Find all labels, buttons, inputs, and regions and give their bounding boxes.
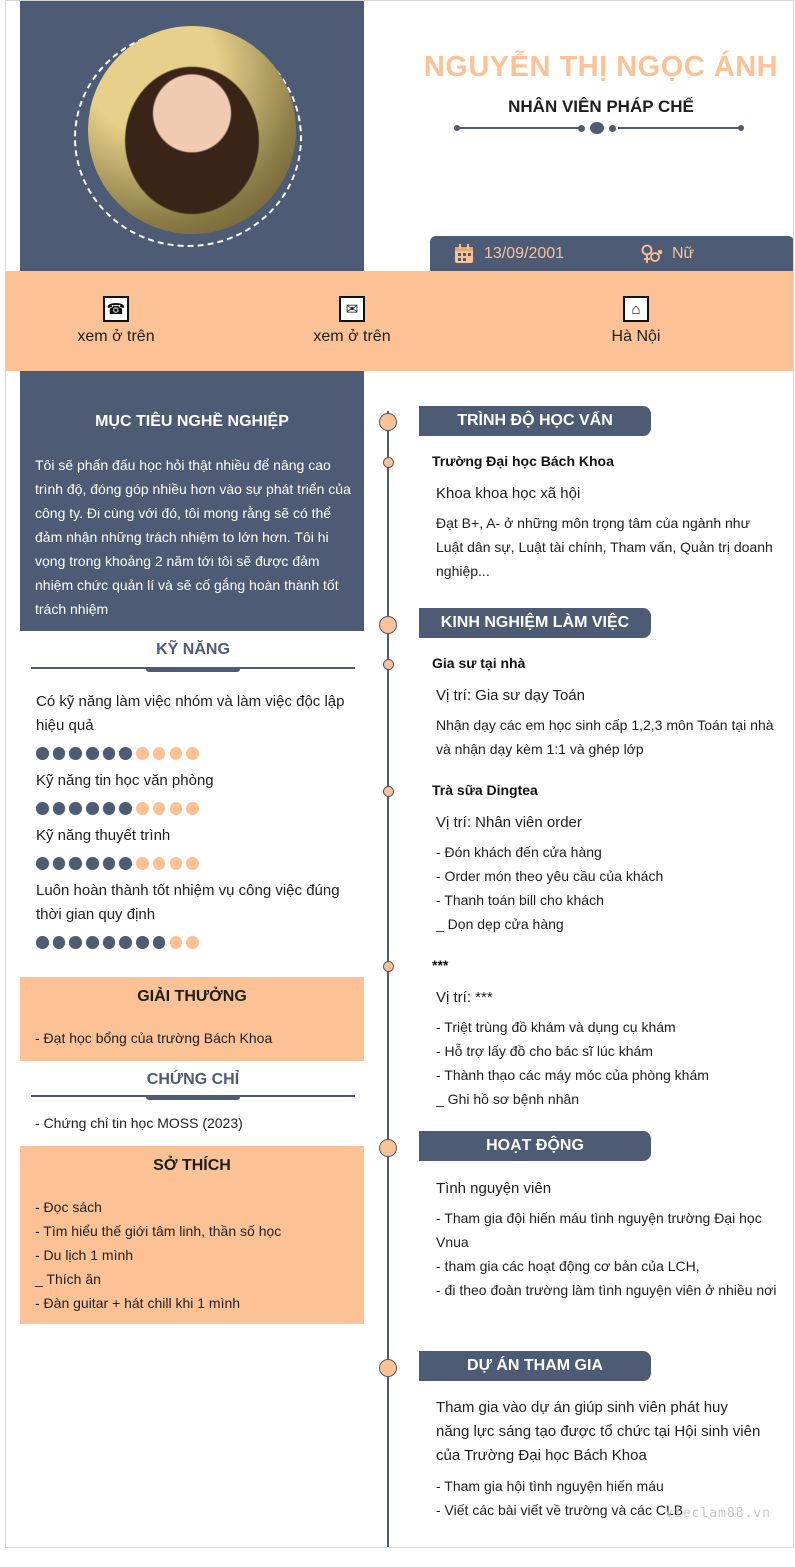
rating-dot-filled [86,857,99,870]
hobby-item: - Du lịch 1 mình [35,1247,134,1263]
rating-dot-empty [170,857,183,870]
objective-line: vọng trong khoảng 2 năm tới tôi sẽ được đảm [35,553,320,569]
rating-dot-empty [170,747,183,760]
job-title: NHÂN VIÊN PHÁP CHẾ [508,97,694,116]
rating-dot-filled [103,857,116,870]
skill-line: Kỹ năng tin học văn phòng [36,772,214,789]
timeline-subnode [383,659,394,670]
ornament-dot [609,125,616,132]
skill-rating [36,747,199,761]
education-line: nghiệp... [436,563,490,579]
job-details [436,713,786,761]
job-line: - Triệt trùng đồ khám và dụng cụ khám [436,1019,676,1035]
skill-name [36,690,356,738]
job-line: - Thành thạo các máy móc của phòng khám [436,1067,709,1083]
job-line: Nhận dạy các em học sinh cấp 1,2,3 môn Toán tại nhà [436,717,774,733]
job-position: Vị trí: Gia sư dạy Toán [436,687,585,704]
timeline-subnode [383,961,394,972]
activity-line: - đi theo đoàn trường làm tình nguyện viên ở nhiều nơi [436,1282,777,1298]
watermark: vieclam88.vn [665,1506,771,1521]
awards-title: GIẢI THƯỞNG [137,988,247,1005]
job-line: _ Dọn dẹp cửa hàng [436,916,564,932]
rating-dot-filled [136,936,149,949]
hobby-item: - Đọc sách [35,1199,102,1215]
project-intro-line: năng lực sáng tạo được tổ chức tại Hội sinh viên [436,1423,761,1440]
timeline-subnode [383,786,394,797]
skill-rating [36,857,199,871]
rating-dot-empty [186,802,199,815]
job-line: _ Ghi hồ sơ bệnh nhân [436,1091,580,1107]
project-intro [436,1396,786,1468]
job-line: - Hỗ trợ lấy đồ cho bác sĩ lúc khám [436,1043,653,1059]
objective-line: trách nhiệm [35,601,109,617]
hobby-item: - Đàn guitar + hát chill khi 1 mình [35,1295,241,1311]
experience-banner: KINH NGHIỆM LÀM VIỆC [419,608,651,638]
job-line: - Đón khách đến cửa hàng [436,844,602,860]
awards-section [20,977,364,1061]
rating-dot-empty [136,802,149,815]
education-details [436,511,786,583]
hobbies-section [20,1146,364,1324]
date-of-birth: 13/09/2001 [484,245,565,262]
rating-dot-filled [53,857,66,870]
skill-name [36,769,356,793]
rating-dot-filled [53,802,66,815]
project-intro-line: của Trường Đại học Bách Khoa [436,1447,647,1464]
rating-dot-filled [119,747,132,760]
timeline-subnode [383,457,394,468]
activity-line: - Tham gia đội hiến máu tình nguyện trường Đại học [436,1210,762,1226]
ornament-line-left [456,127,584,129]
candidate-name: NGUYỄN THỊ NGỌC ÁNH [423,51,779,83]
award-item: - Đạt học bổng của trường Bách Khoa [35,1030,273,1046]
rating-dot-filled [36,802,49,815]
skill-line: Kỹ năng thuyết trình [36,827,171,844]
rating-dot-filled [36,747,49,760]
rating-dot-empty [136,857,149,870]
rating-dot-filled [103,747,116,760]
email-value: xem ở trên [313,328,391,345]
project-line: - Viết các bài viết về trường và các CLB [436,1502,684,1518]
objective-line: trình độ, đóng góp nhiều hơn vào sự phát triển của [35,481,351,497]
phone-icon: ☎ [103,296,129,322]
hobby-item: _ Thích ăn [35,1271,101,1287]
rating-dot-filled [69,747,82,760]
certificate-item: - Chứng chỉ tin học MOSS (2023) [35,1115,243,1131]
certificates-heading [31,1071,355,1097]
rating-dot-empty [186,936,199,949]
job-details [436,1015,786,1111]
job-position: Vị trí: Nhân viên order [436,814,582,831]
home-icon: ⌂ [623,296,649,322]
rating-dot-filled [103,936,116,949]
objective-title: MỤC TIÊU NGHỀ NGHIỆP [95,413,289,430]
rating-dot-empty [153,747,166,760]
hobbies-title: SỞ THÍCH [153,1157,231,1174]
phone-value: xem ở trên [77,328,155,345]
rating-dot-empty [170,802,183,815]
job-details [436,840,786,936]
skill-line: Luôn hoàn thành tốt nhiệm vụ công việc đúng [36,882,340,899]
objective-line: công ty. Đi cùng với đó, tôi mong rằng sẽ có thể [35,505,332,521]
project-line: - Tham gia hội tình nguyện hiến máu [436,1478,664,1494]
timeline-node [379,616,397,634]
rating-dot-filled [53,747,66,760]
rating-dot-filled [86,747,99,760]
objective-section [20,371,364,631]
job-company: Trà sữa Dingtea [432,782,538,798]
rating-dot-filled [103,802,116,815]
objective-text [35,453,355,621]
calendar-icon [454,244,474,264]
gender-icon [640,243,662,265]
personal-info-bar [430,236,794,272]
rating-dot-empty [186,857,199,870]
job-company: *** [432,957,449,973]
timeline-node [379,413,397,431]
contact-address [536,296,736,346]
heading-tab [146,1095,240,1100]
rating-dot-filled [153,936,166,949]
rating-dot-filled [36,857,49,870]
education-line: Luật dân sự, Luật tài chính, Tham vấn, Quản trị doanh [436,539,773,555]
ornament-dot [578,125,585,132]
rating-dot-empty [170,936,183,949]
job-line: - Thanh toán bill cho khách [436,892,604,908]
activity-details [436,1206,786,1302]
education-banner: TRÌNH ĐỘ HỌC VẤN [419,406,651,436]
skill-line: Có kỹ năng làm việc nhóm và làm việc độc lập [36,693,345,710]
timeline-line [387,411,389,1548]
rating-dot-filled [69,857,82,870]
school-name: Trường Đại học Bách Khoa [432,453,614,469]
rating-dot-filled [86,936,99,949]
ornament-line-right [618,127,740,129]
job-company: Gia sư tại nhà [432,655,526,671]
job-line: - Order món theo yêu cầu của khách [436,868,664,884]
hobby-item: - Tìm hiểu thế giới tâm linh, thần số học [35,1223,282,1239]
hobbies-list [35,1195,355,1315]
rating-dot-empty [153,857,166,870]
avatar [88,26,296,234]
gender: Nữ [672,245,695,262]
major: Khoa khoa học xã hội [436,485,581,502]
rating-dot-filled [119,802,132,815]
rating-dot-filled [86,802,99,815]
contact-phone [16,296,216,346]
rating-dot-filled [53,936,66,949]
project-intro-line: Tham gia vào dự án giúp sinh viên phát huy [436,1399,728,1416]
skill-rating [36,936,199,950]
objective-line: Tôi sẽ phấn đấu học hỏi thật nhiều để nâng cao [35,457,331,473]
resume-page [5,0,794,1548]
skills-title: KỸ NĂNG [156,641,230,658]
rating-dot-filled [36,936,49,949]
certificates-title: CHỨNG CHỈ [146,1071,240,1088]
projects-banner: DỰ ÁN THAM GIA [419,1351,651,1381]
activity-org: Tình nguyện viên [436,1180,552,1197]
job-line: và nhận dạy kèm 1:1 và ghép lớp [436,741,644,757]
skill-rating [36,802,199,816]
ornament-dot [738,125,744,131]
email-icon: ✉ [339,296,365,322]
skill-name [36,824,356,848]
rating-dot-empty [136,747,149,760]
skill-name [36,879,356,927]
skill-line: hiệu quả [36,717,94,734]
skills-heading [31,641,355,669]
heading-tab [146,667,240,672]
address-value: Hà Nội [611,328,661,345]
rating-dot-filled [69,802,82,815]
activities-banner: HOẠT ĐỘNG [419,1131,651,1161]
rating-dot-filled [69,936,82,949]
rating-dot-empty [186,747,199,760]
contact-email [252,296,452,346]
rating-dot-filled [119,857,132,870]
ornament-dot [590,122,604,134]
rating-dot-filled [119,936,132,949]
timeline-node [379,1359,397,1377]
objective-line: nhiệm chức quản lí và sẽ cố gắng hoàn thành tốt [35,577,339,593]
education-line: Đạt B+, A- ở những môn trọng tâm của ngành như [436,515,750,531]
skill-line: thời gian quy định [36,906,156,923]
rating-dot-empty [153,802,166,815]
job-position: Vị trí: *** [436,989,493,1006]
activity-line: Vnua [436,1234,469,1250]
timeline-node [379,1139,397,1157]
objective-line: đảm nhận những trách nhiệm to lớn hơn. Tôi hi [35,529,329,545]
contact-band [6,271,794,371]
ornament-dot [454,125,460,131]
activity-line: - tham gia các hoạt động cơ bản của LCH, [436,1258,700,1274]
